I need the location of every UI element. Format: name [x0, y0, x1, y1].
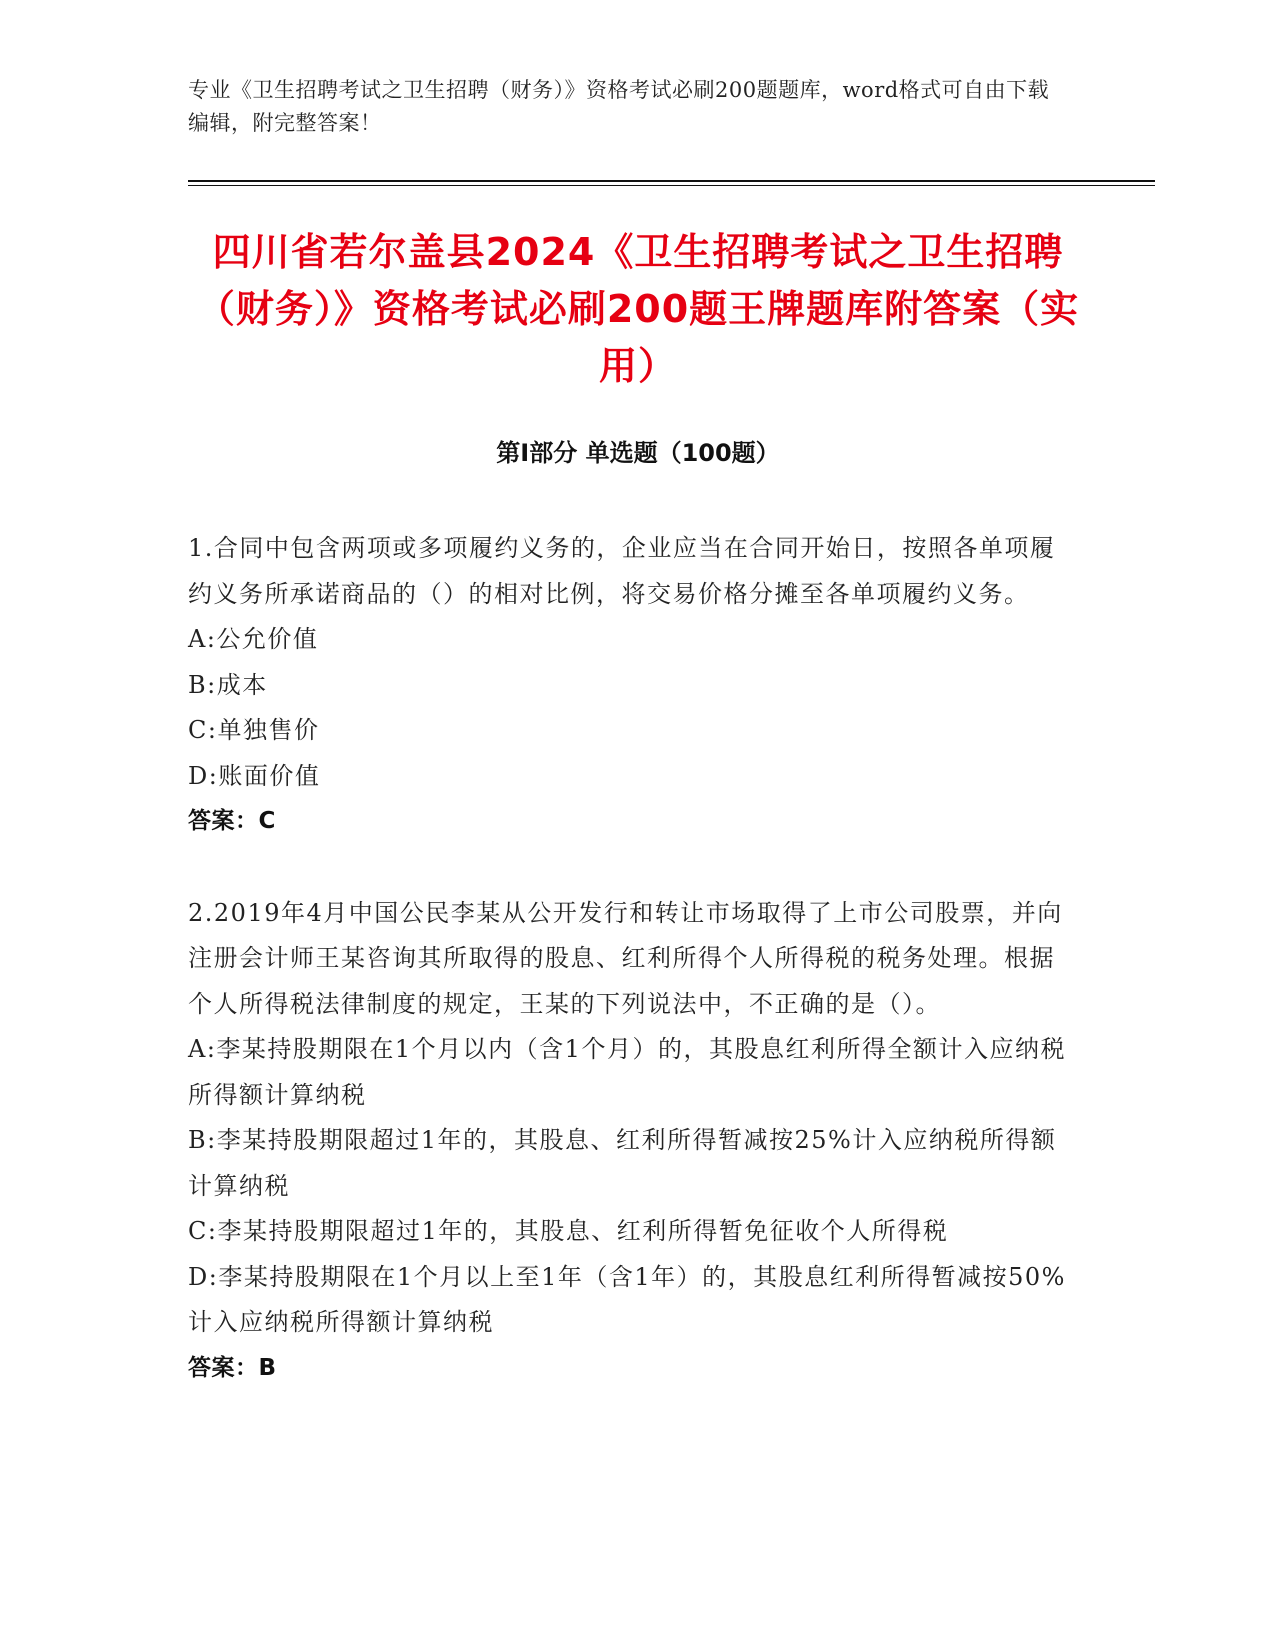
- question-1: [188, 526, 1068, 845]
- question-stem: 1.合同中包含两项或多项履约义务的，企业应当在合同开始日，按照各单项履约义务所承诺商品的（）的相对比例，将交易价格分摊至各单项履约义务。: [188, 534, 1056, 608]
- option-c: C:单独售价: [188, 716, 320, 744]
- header-divider-thin: [188, 185, 1155, 186]
- option-a: A:公允价值: [188, 625, 319, 653]
- option-b: B:成本: [188, 670, 268, 699]
- option-c: C:李某持股期限超过1年的，其股息、红利所得暂免征收个人所得税: [188, 1217, 949, 1245]
- option-d: D:账面价值: [188, 761, 321, 790]
- document-title: 四川省若尔盖县2024《卫生招聘考试之卫生招聘（财务）》资格考试必刷200题王牌题库附答案（实用）: [196, 230, 1080, 388]
- section-title: 第I部分 单选题（100题）: [496, 439, 780, 467]
- question-stem: 2.2019年4月中国公民李某从公开发行和转让市场取得了上市公司股票，并向注册会计师王某咨询其所取得的股息、红利所得个人所得税的税务处理。根据个人所得税法律制度的规定，王某的下列说法中，不正确的是（）。: [188, 898, 1063, 1018]
- option-a: A:李某持股期限在1个月以内（含1个月）的，其股息红利所得全额计入应纳税所得额计算纳税: [188, 1035, 1066, 1109]
- option-d: D:李某持股期限在1个月以上至1年（含1年）的，其股息红利所得暂减按50%计入应纳税所得额计算纳税: [188, 1262, 1066, 1336]
- header-divider-thick: [188, 180, 1155, 182]
- question-2: [188, 891, 1068, 1392]
- header-note: 专业《卫生招聘考试之卫生招聘（财务）》资格考试必刷200题题库，word格式可自由下载编辑，附完整答案！: [188, 78, 1050, 135]
- question-list: [188, 526, 1068, 1391]
- answer-line: 答案：B: [188, 1354, 277, 1381]
- answer-line: 答案：C: [188, 808, 276, 834]
- option-b: B:李某持股期限超过1年的，其股息、红利所得暂减按25%计入应纳税所得额计算纳税: [188, 1126, 1057, 1200]
